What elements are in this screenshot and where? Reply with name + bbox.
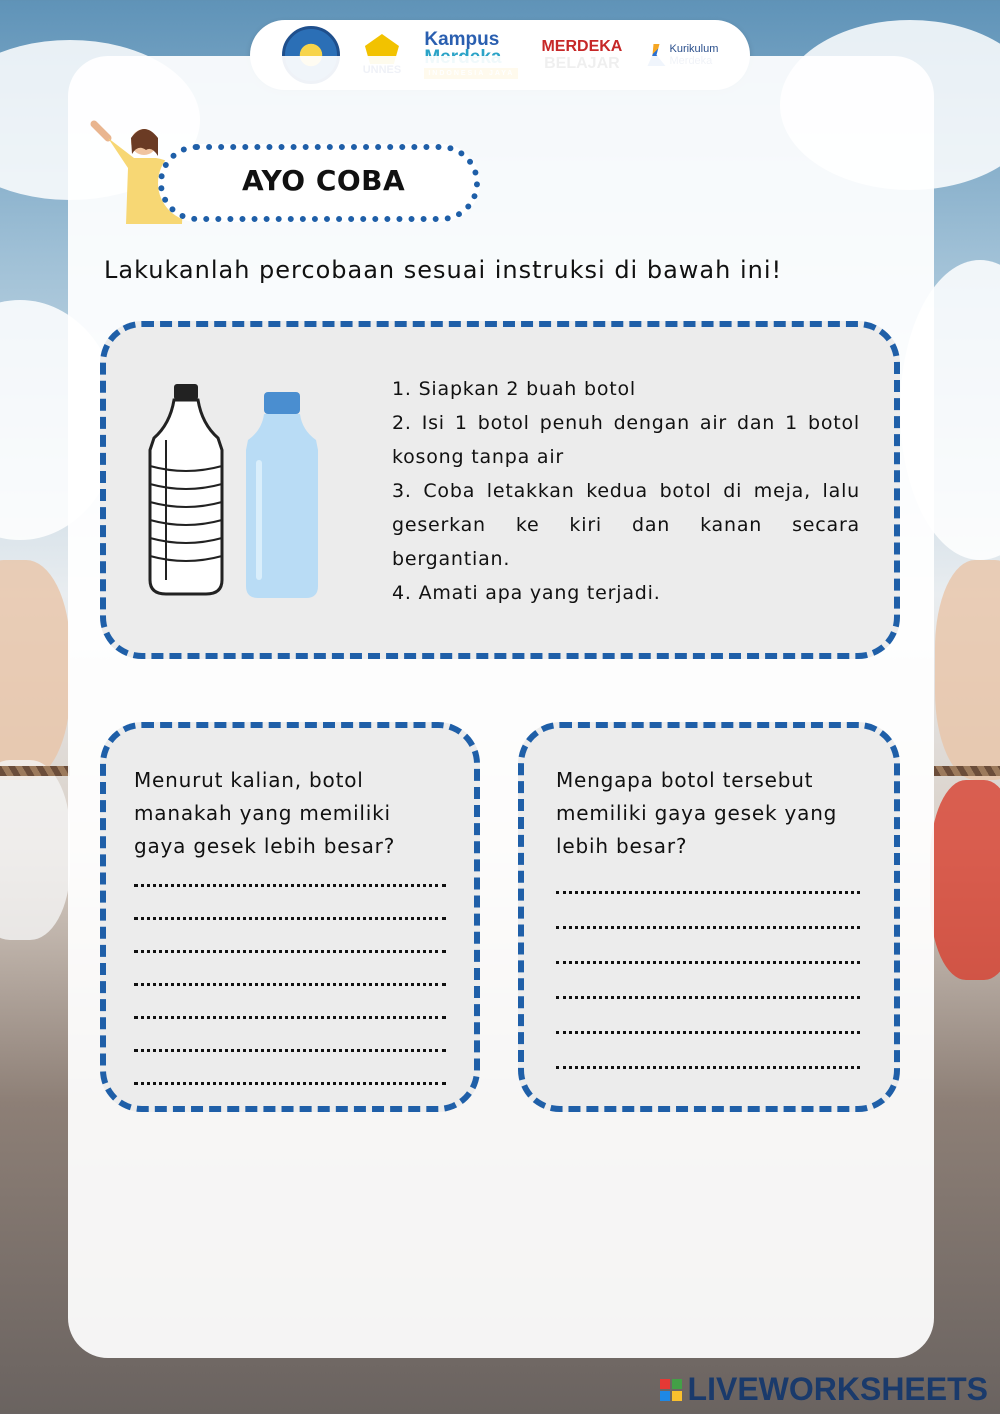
section-title: AYO COBA (242, 164, 406, 197)
worksheet-card (68, 56, 934, 1358)
step-item: 3. Coba letakkan kedua botol di meja, lalu geserkan ke kiri dan kanan secara bergantian. (392, 480, 860, 570)
answer-line-2[interactable] (556, 926, 860, 929)
answer-line-2[interactable] (556, 891, 860, 894)
answer-line-1[interactable] (134, 983, 446, 986)
watermark-text: LIVEWORKSHEETS (687, 1371, 988, 1407)
step-item: 4. Amati apa yang terjadi. (392, 582, 661, 604)
answer-line-2[interactable] (556, 1031, 860, 1034)
question-1-text: Menurut kalian, botol manakah yang memiliki gaya gesek lebih besar? (134, 768, 396, 858)
step-item: 1. Siapkan 2 buah botol (392, 378, 636, 400)
answer-line-2[interactable] (556, 961, 860, 964)
kurikulum-merdeka-logo: Kurikulum (646, 43, 719, 67)
liveworksheets-icon (660, 1379, 682, 1401)
merdeka-belajar-logo: MERDEKA (541, 38, 623, 55)
water-bottle-icon (242, 390, 322, 600)
answer-line-1[interactable] (134, 884, 446, 887)
answer-line-2[interactable] (556, 1066, 860, 1069)
answer-line-1[interactable] (134, 917, 446, 920)
liveworksheets-watermark (660, 1371, 988, 1408)
question-2-text: Mengapa botol tersebut memiliki gaya gesek yang lebih besar? (556, 768, 838, 858)
step-item: 2. Isi 1 botol penuh dengan air dan 1 botol kosong tanpa air (392, 412, 860, 468)
instruction-text: Lakukanlah percobaan sesuai instruksi di bawah ini! (104, 256, 783, 284)
kampus-merdeka-logo: Kampus (424, 31, 518, 79)
steps-list (392, 372, 860, 610)
answer-line-2[interactable] (556, 996, 860, 999)
answer-line-1[interactable] (134, 1049, 446, 1052)
empty-bottle-icon (136, 380, 236, 600)
answer-line-1[interactable] (134, 950, 446, 953)
answer-line-1[interactable] (134, 1016, 446, 1019)
answer-line-1[interactable] (134, 1082, 446, 1085)
